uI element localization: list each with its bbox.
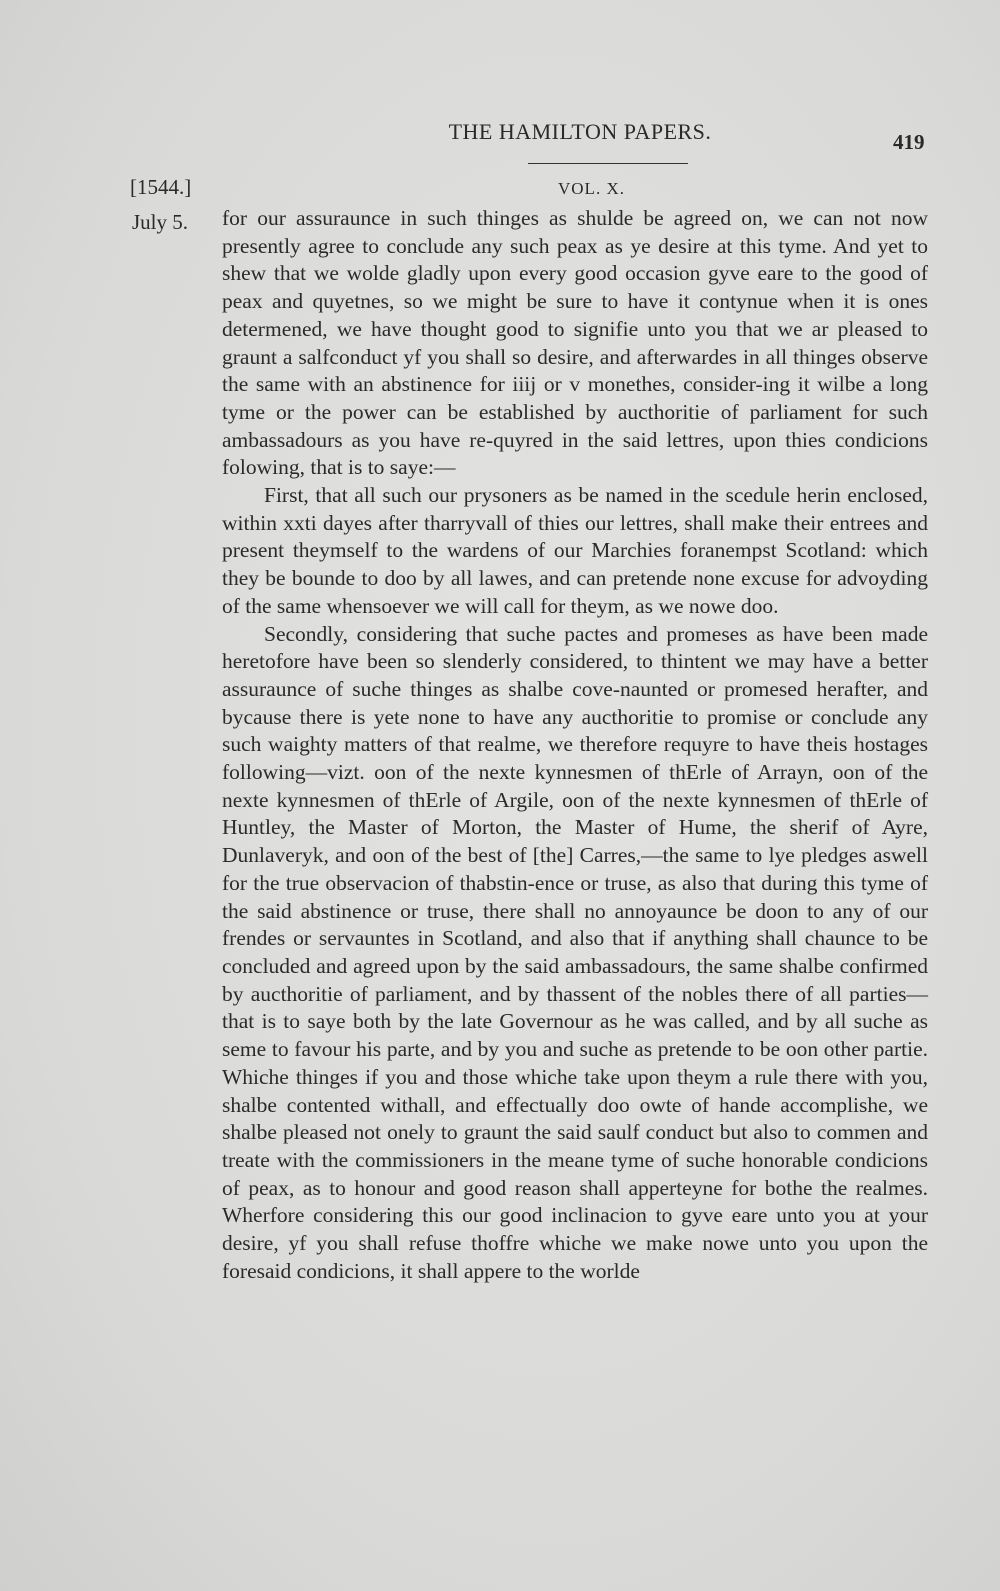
margin-date: July 5. [132,210,189,234]
paragraph-3: Secondly, considering that suche pactes and promeses as have been made heretofore have been so slenderly considered, to thintent we may have a better assuraunce of suche thinges as shalbe cove-naunted or promesed herafter, and bycause there is yete none to have any aucthoritie to promise or conclude any such waighty matters of that realme, we therefore requyre to have theis hostages following—vizt. oon of the nexte kynnesmen of thErle of Arrayn, oon of the nexte kynnesmen of thErle of Argile, oon of the nexte kynnesmen of thErle of Huntley, the Master of Morton, the Master of Hume, the sherif of Ayre, Dunlaveryk, and oon of the best of [the] Carres,—the same to lye pledges aswell for the true observacion of thabstin-ence or truse, as also that during this tyme of the said abstinence or truse, there shall no annoyaunce be doon to any of our frendes or servauntes in Scotland, and also that if anything shall chaunce to be concluded and agreed upon by the said ambassadours, the same shalbe confirmed by aucthoritie of parliament, and by thassent of the nobles there of all parties—that is to saye both by the late Governour as he was called, and by all suche as seme to favour his parte, and by you and suche as pretende to be oon other partie. Whiche thinges if you and those whiche take upon theym a rule there with you, shalbe contented withall, and effectually doo owte of hande accomplishe, we shalbe pleased not onely to graunt the said saulf conduct but also to commen and treate with the commissioners in the meane tyme of suche honorable condicions of peax, as to honour and good reason shall apperteyne for bothe the realmes. Wherfore considering this our good inclinacion to gyve eare unto you at your desire, yf you shall refuse thoffre whiche we make nowe unto you upon the foresaid condicions, it shall appere to the worlde [222,621,928,1283]
body-text [222,205,928,1285]
volume-label: VOL. X. [558,179,625,198]
running-title: THE HAMILTON PAPERS. [448,119,712,144]
page-number: 419 [893,130,925,154]
paragraph-2: First, that all such our prysoners as be named in the scedule herin enclosed, within xxti dayes after tharryvall of thies our lettres, shall make their entrees and present theymself to the wardens of our Marchies foranempst Scotland: which they be bounde to doo by all lawes, and can pretende none excuse for advoyding of the same whensoever we will call for theym, as we nowe doo. [222,483,928,618]
header-rule [528,163,688,164]
year-label: [1544.] [130,175,192,199]
paragraph-1: for our assuraunce in such thinges as shulde be agreed on, we can not now presently agree to conclude any such peax as ye desire at this tyme. And yet to shew that we wolde gladly upon every good occasion gyve eare to the good of peax and quyetnes, so we might be sure to have it contynue when it is ones determened, we have thought good to signifie unto you that we ar pleased to graunt a salfconduct yf you shall so desire, and afterwardes in all thinges observe the same with an abstinence for iiij or v monethes, consider-ing it wilbe a long tyme or the power can be established by aucthoritie of parliament for such ambassadours as you have re-quyred in the said lettres, upon thies condicions folowing, that is to saye:— [222,206,928,480]
